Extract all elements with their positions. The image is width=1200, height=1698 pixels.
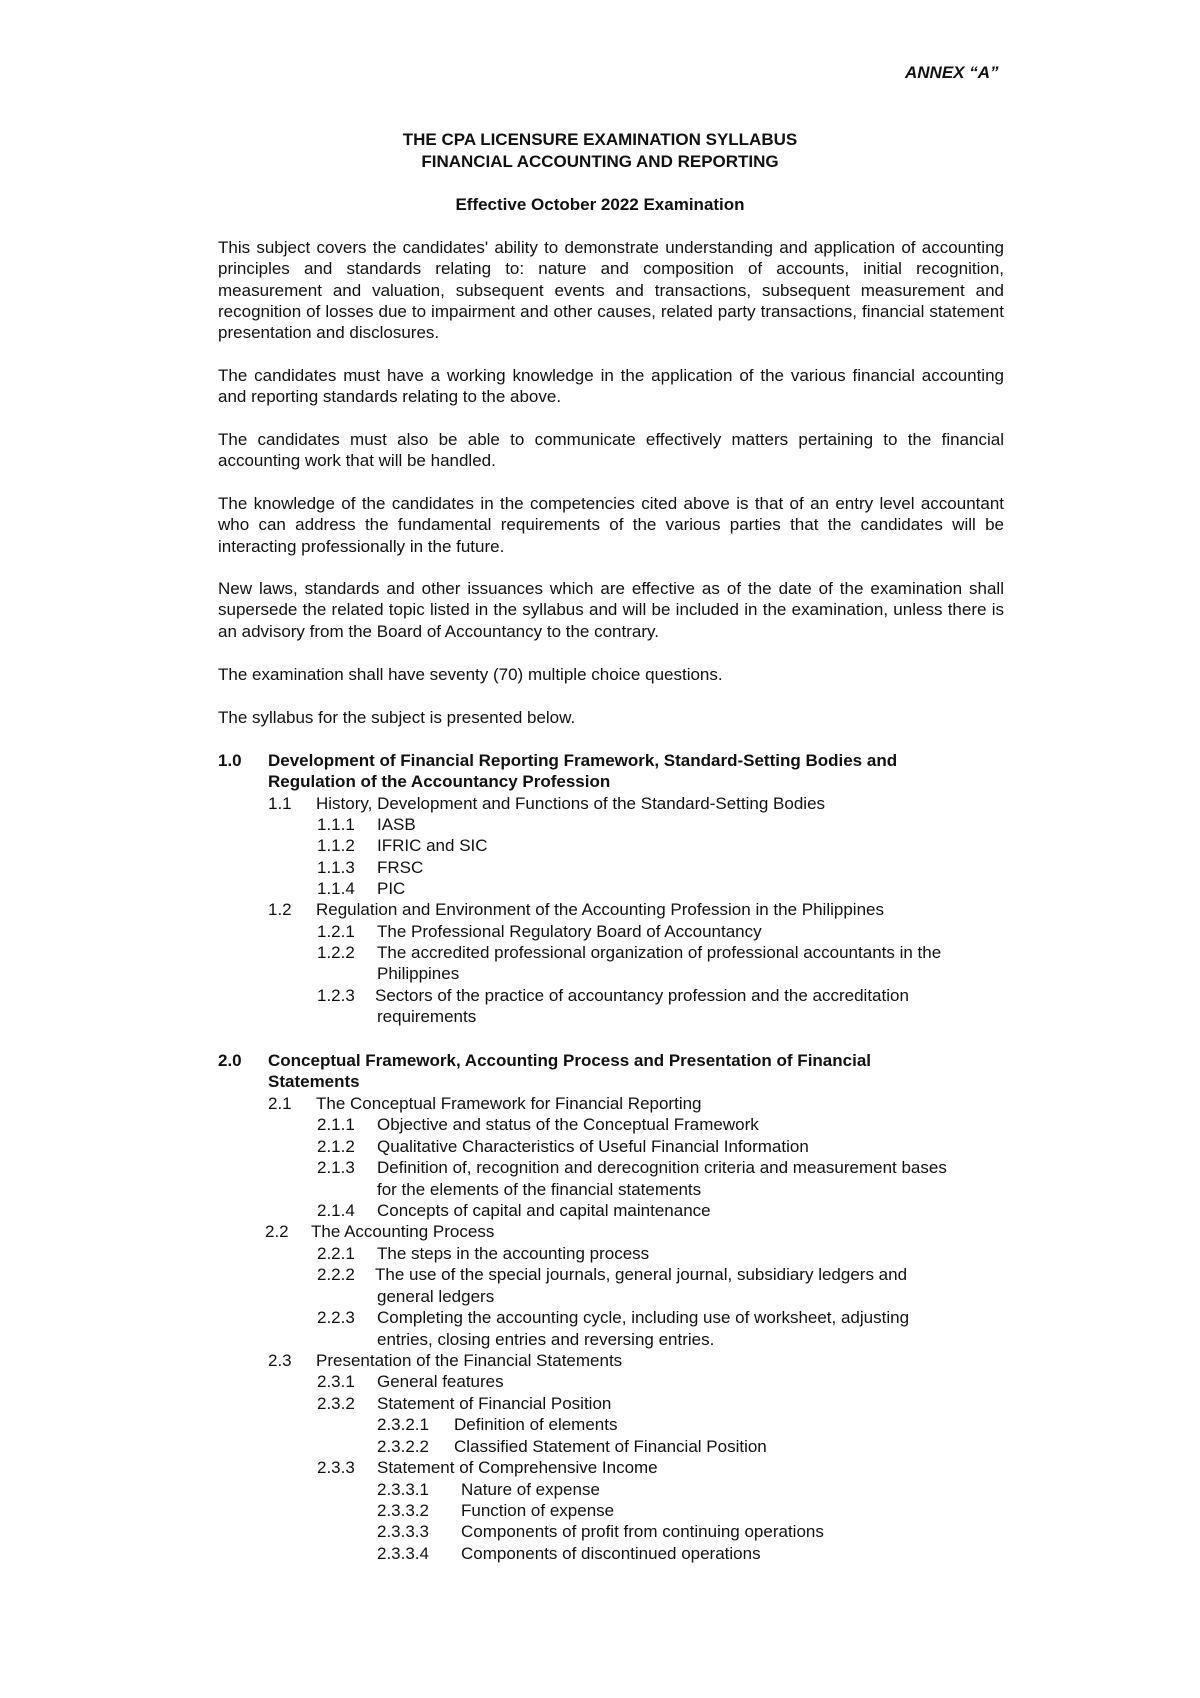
outline-text: The accredited professional organization of professional accountants in the <box>377 943 942 962</box>
outline-text: The Conceptual Framework for Financial Reporting <box>316 1094 702 1113</box>
outline-number: 2.3.2.1 <box>377 1415 429 1434</box>
outline-text: History, Development and Functions of the Standard-Setting Bodies <box>316 794 826 813</box>
outline-text: The steps in the accounting process <box>377 1244 650 1263</box>
outline-text: The use of the special journals, general journal, subsidiary ledgers and <box>375 1265 908 1284</box>
outline-number: 2.1.1 <box>317 1115 355 1134</box>
outline-text: requirements <box>377 1007 477 1026</box>
outline-text: PIC <box>377 879 406 898</box>
communication-paragraph: The candidates must also be able to communicate effectively matters pertaining to the financial accounting work that will be handled. <box>218 430 1004 471</box>
syllabus-intro-paragraph: The syllabus for the subject is presented below. <box>218 708 576 727</box>
outline-number: 2.3.2.2 <box>377 1437 429 1456</box>
outline-text: general ledgers <box>377 1287 495 1306</box>
outline-text: for the elements of the financial statements <box>377 1180 702 1199</box>
outline-text: Statement of Financial Position <box>377 1394 612 1413</box>
outline-number: 1.2.1 <box>317 922 355 941</box>
outline-number: 1.1 <box>268 794 292 813</box>
outline-text: Objective and status of the Conceptual Framework <box>377 1115 759 1134</box>
subject-title: FINANCIAL ACCOUNTING AND REPORTING <box>421 152 779 171</box>
outline-number: 1.2.3 <box>317 986 355 1005</box>
outline-text: Regulation and Environment of the Accounting Profession in the Philippines <box>316 900 884 919</box>
outline-number: 2.2.3 <box>317 1308 355 1327</box>
competency-paragraph: The knowledge of the candidates in the competencies cited above is that of an entry level accountant who can address the fundamental requirements of the various parties that the candidates will be interacting professionally in the future. <box>218 494 1004 556</box>
outline-text: General features <box>377 1372 504 1391</box>
outline-text: entries, closing entries and reversing entries. <box>377 1330 715 1349</box>
outline-number: 2.3.3 <box>317 1458 355 1477</box>
outline-text: IASB <box>377 815 416 834</box>
outline-text: Components of profit from continuing operations <box>461 1522 824 1541</box>
outline-text: FRSC <box>377 858 424 877</box>
outline-number: 2.3.3.4 <box>377 1544 429 1563</box>
outline-text: Sectors of the practice of accountancy profession and the accreditation <box>375 986 909 1005</box>
outline-number: 1.1.1 <box>317 815 355 834</box>
outline-text: Definition of, recognition and derecognition criteria and measurement bases <box>377 1158 947 1177</box>
outline-number: 2.1.4 <box>317 1201 355 1220</box>
outline-text: Completing the accounting cycle, including use of worksheet, adjusting <box>377 1308 910 1327</box>
outline-text: IFRIC and SIC <box>377 836 488 855</box>
outline-number: 1.2.2 <box>317 943 355 962</box>
intro-paragraph: This subject covers the candidates' ability to demonstrate understanding and application of accounting principles and standards relating to: nature and composition of accounts, initial recognition, measurement and valuation, subsequent events and transactions, subsequent measurement and recognition of losses due to impairment and other causes, related party transactions, financial statement presentation and disclosures. <box>218 238 1004 343</box>
outline-number: 2.3.3.3 <box>377 1522 429 1541</box>
outline-number: 2.2.1 <box>317 1244 355 1263</box>
outline-number: 1.1.4 <box>317 879 355 898</box>
outline-number: 1.1.2 <box>317 836 355 855</box>
question-count-paragraph: The examination shall have seventy (70) multiple choice questions. <box>218 665 723 684</box>
outline-number: 1.0 <box>218 751 242 770</box>
outline-text: The Professional Regulatory Board of Accountancy <box>377 922 762 941</box>
outline-text: Qualitative Characteristics of Useful Financial Information <box>377 1137 809 1156</box>
outline-text: Function of expense <box>461 1501 615 1520</box>
outline-number: 2.1.2 <box>317 1137 355 1156</box>
outline-number: 2.2 <box>265 1222 289 1241</box>
outline-text: Development of Financial Reporting Framework, Standard-Setting Bodies and <box>268 751 898 770</box>
outline-number: 2.1.3 <box>317 1158 355 1177</box>
outline-text: Classified Statement of Financial Position <box>454 1437 767 1456</box>
outline-text: The Accounting Process <box>311 1222 495 1241</box>
outline-text: Definition of elements <box>454 1415 618 1434</box>
outline-number: 2.1 <box>268 1094 292 1113</box>
outline-text: Components of discontinued operations <box>461 1544 761 1563</box>
outline-text: Concepts of capital and capital maintenance <box>377 1201 711 1220</box>
outline-text: Nature of expense <box>461 1480 600 1499</box>
outline-text: Presentation of the Financial Statements <box>316 1351 623 1370</box>
new-laws-paragraph: New laws, standards and other issuances which are effective as of the date of the examination shall supersede the related topic listed in the syllabus and will be included in the examination, unless there is an advisory from the Board of Accountancy to the contrary. <box>218 579 1004 641</box>
outline-number: 2.3 <box>268 1351 292 1370</box>
outline-text: Statements <box>268 1072 360 1091</box>
outline-text: Conceptual Framework, Accounting Process and Presentation of Financial <box>268 1051 871 1070</box>
outline-number: 1.1.3 <box>317 858 355 877</box>
working-knowledge-paragraph: The candidates must have a working knowledge in the application of the various financial accounting and reporting standards relating to the above. <box>218 366 1004 407</box>
syllabus-title: THE CPA LICENSURE EXAMINATION SYLLABUS <box>402 130 798 149</box>
outline-number: 2.2.2 <box>317 1265 355 1284</box>
outline-number: 2.0 <box>218 1051 242 1070</box>
outline-text: Regulation of the Accountancy Profession <box>268 772 611 791</box>
annex-label: ANNEX “A” <box>905 63 999 82</box>
outline-number: 2.3.1 <box>317 1372 355 1391</box>
effective-date: Effective October 2022 Examination <box>455 195 745 214</box>
outline-number: 2.3.2 <box>317 1394 355 1413</box>
outline-number: 2.3.3.2 <box>377 1501 429 1520</box>
outline-number: 2.3.3.1 <box>377 1480 429 1499</box>
outline-number: 1.2 <box>268 900 292 919</box>
outline-text: Philippines <box>377 964 460 983</box>
outline-text: Statement of Comprehensive Income <box>377 1458 658 1477</box>
